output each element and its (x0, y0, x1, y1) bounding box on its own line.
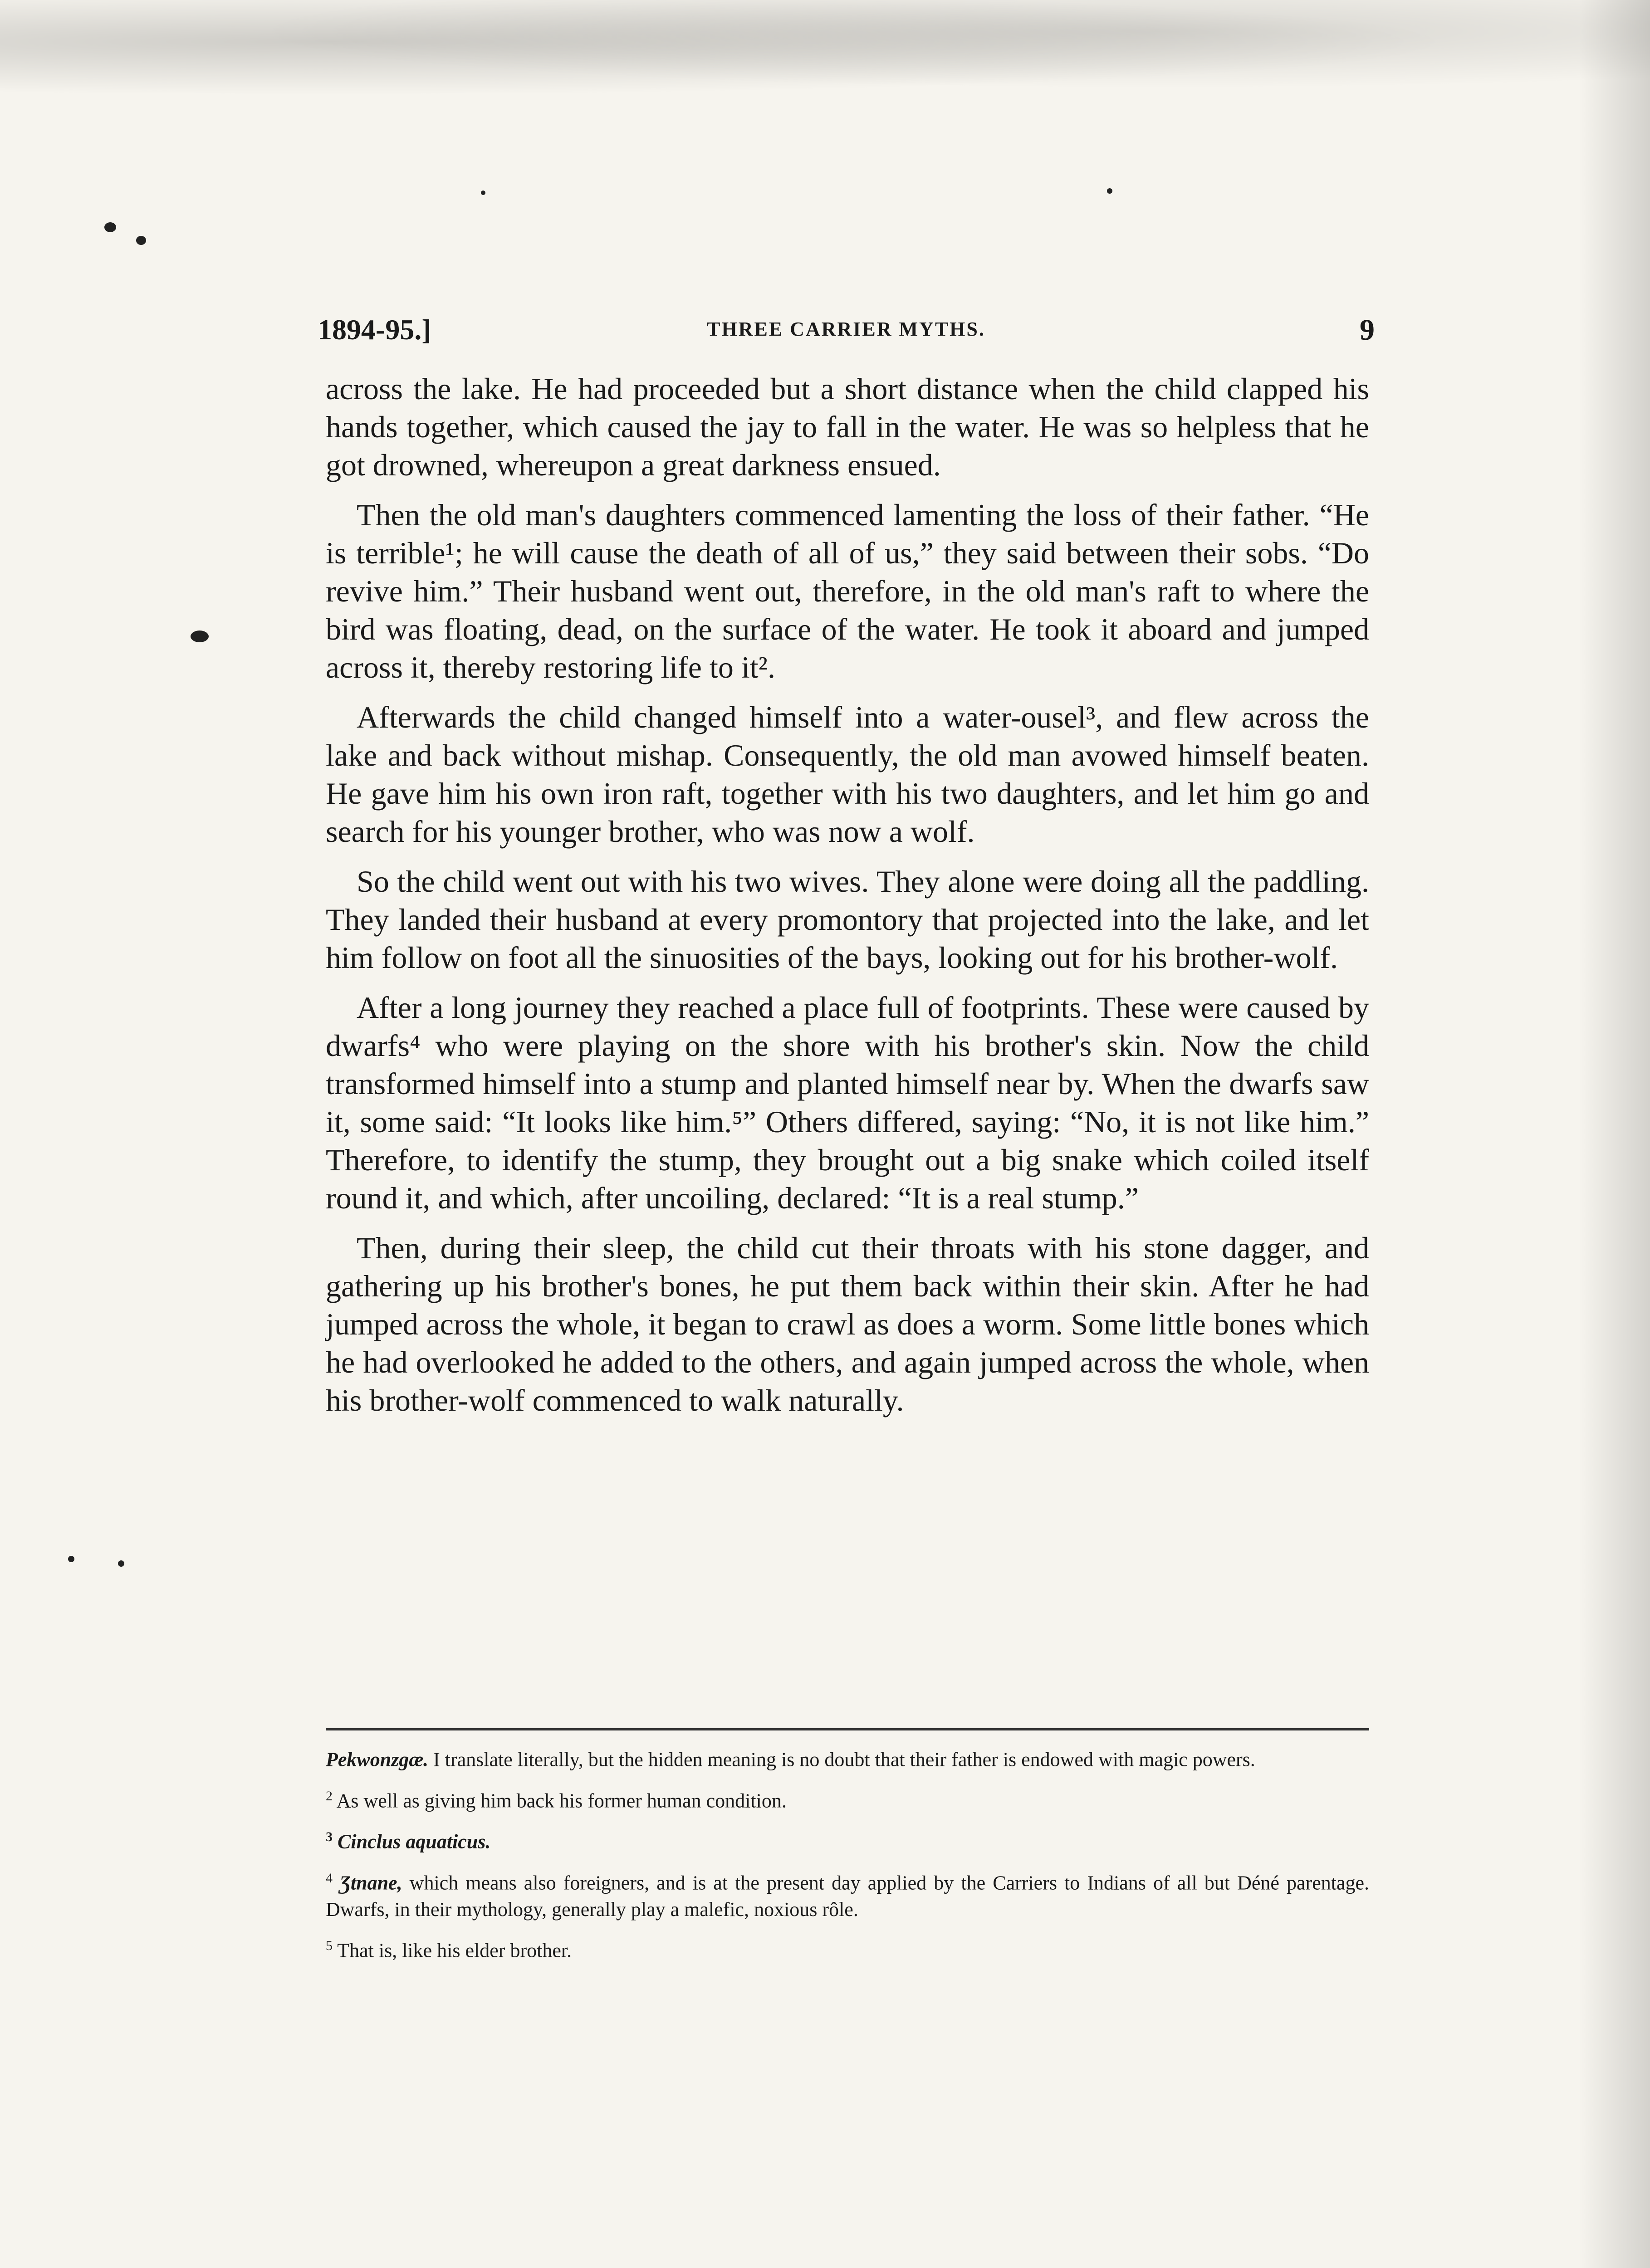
footnote-term: Cinclus aquaticus. (338, 1830, 491, 1853)
footnote-text: I translate literally, but the hidden meaning is no doubt that their father is endowed with magic powers. (433, 1748, 1255, 1771)
running-title: THREE CARRIER MYTHS. (707, 318, 985, 340)
scan-speck (481, 191, 485, 195)
footnote-divider (326, 1728, 1369, 1730)
footnote-term: Pekwonzgæ. (326, 1748, 429, 1771)
footnote-mark: 3 (326, 1829, 333, 1845)
scan-edge-right (1579, 0, 1650, 2268)
scan-speck (104, 222, 116, 232)
footnote-mark: 5 (326, 1938, 333, 1953)
footnote-text: That is, like his elder brother. (337, 1939, 572, 1962)
paragraph: After a long journey they reached a place full of footprints. These were caused by dwarfs⁴ who were playing on the shore with his brother's skin. Now the child transformed himself into a stump and planted himself near by. When the dwarfs saw it, some said: “It looks like him.⁵” Others differed, saying: “No, it is not like him.” Therefore, to identify the stump, they brought out a big snake which coiled itself round it, and which, after uncoiling, declared: “It is a real stump.” (326, 990, 1369, 1215)
footnote-mark: 2 (326, 1788, 333, 1804)
footnote (326, 1742, 1369, 1773)
footnote-text: which means also foreigners, and is at the present day applied by the Carriers to Indians of all but Déné parentage. Dwarfs, in their mythology, generally play a malefic, noxious rôle. (326, 1872, 1370, 1921)
scan-edge-top (0, 0, 1650, 104)
paragraph: Afterwards the child changed himself into a water-ousel³, and flew across the lake and back without mishap. Consequently, the old man avowed himself beaten. He gave him his own iron raft, together with his two daughters, and let him go and search for his younger brother, who was now a wolf. (326, 700, 1369, 849)
page-number: 9 (1360, 313, 1375, 347)
footnote-mark: 4 (326, 1870, 333, 1886)
body-text (326, 370, 1369, 1431)
footnote-term: Ʒtnane, (340, 1872, 402, 1894)
paragraph: So the child went out with his two wives. They alone were doing all the paddling. They landed their husband at every promontory that projected into the lake, and let him follow on foot all the sinuosities of the bays, looking out for his brother-wolf. (326, 864, 1369, 975)
scan-speck (118, 1560, 124, 1567)
header-year: 1894-95.] (318, 313, 431, 346)
footnote (326, 1783, 1369, 1814)
footnote (326, 1824, 1369, 1855)
footnote (326, 1865, 1369, 1923)
scan-speck (68, 1556, 74, 1562)
running-header (318, 313, 1375, 358)
paragraph: Then, during their sleep, the child cut their throats with his stone dagger, and gathering up his brother's bones, he put them back within their skin. After he had jumped across the whole, it began to crawl as does a worm. Some little bones which he had overlooked he added to the others, and again jumped across the whole, when his brother-wolf commenced to walk naturally. (326, 1231, 1369, 1418)
scan-speck (191, 631, 209, 642)
scan-speck (136, 236, 146, 245)
paragraph: Then the old man's daughters commenced lamenting the loss of their father. “He is terrible¹; he will cause the death of all of us,” they said between their sobs. “Do revive him.” Their husband went out, therefore, in the old man's raft to where the bird was floating, dead, on the surface of the water. He took it aboard and jumped across it, thereby restoring life to it². (326, 498, 1369, 684)
footnote-text: As well as giving him back his former human condition. (336, 1789, 787, 1812)
footnote (326, 1933, 1369, 1964)
paragraph: across the lake. He had proceeded but a short distance when the child clapped his hands together, which caused the jay to fall in the water. He was so helpless that he got drowned, whereupon a great darkness ensued. (326, 371, 1369, 482)
footnotes (326, 1742, 1369, 1974)
scan-speck (1107, 188, 1112, 194)
